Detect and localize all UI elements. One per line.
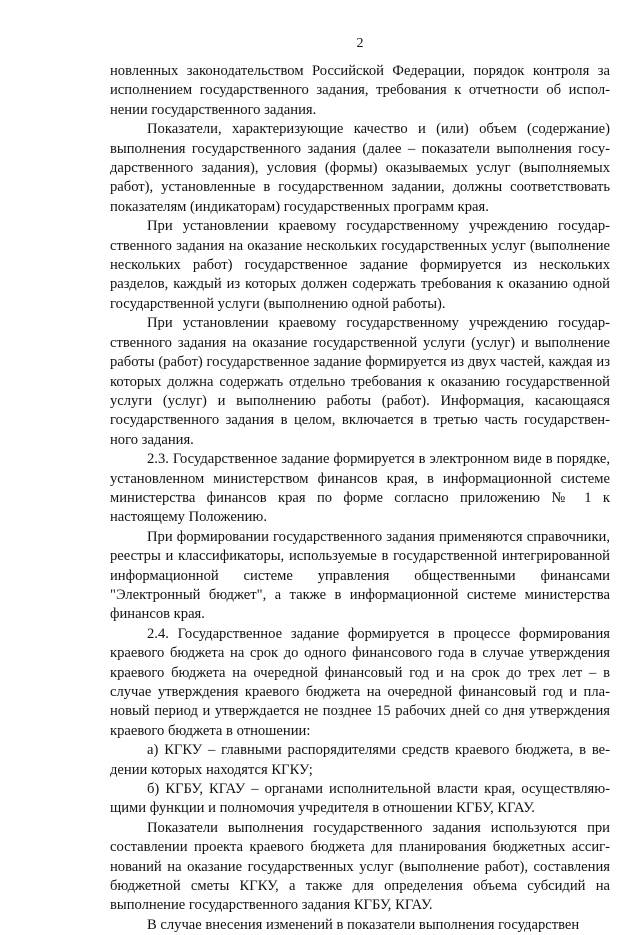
paragraph-continuation: новленных законодательством Российской Федерации, порядок контроля за исполнением государственного задания, требования к отчетности об исполнении государственного задания. [110, 63, 610, 118]
list-item-b: б) КГБУ, КГАУ – органами исполнительной власти края, осуществляющими функции и полномочия учредителя в отношении КГБУ, КГАУ. [110, 781, 610, 817]
paragraph: Показатели выполнения государственного задания используются при составлении проекта краевого бюджета для планирования бюджетных ассигнований на оказание государственных услуг (выполнение работ), составления бюджетной сметы КГКУ, а также для определения объема субсидий на выполнение государственного задания КГБУ, КГАУ. [110, 819, 610, 914]
paragraph: При установлении краевому государственному учреждению государственного задания на оказание государственной услуги (услуг) и выполнение работы (работ) государственное задание формируется из двух частей, каждая из которых должна содержать отдельно требования к оказанию государственной услуги (услуг) и выполнению работы (работ). Информация, касающаяся государственного задания в целом, включается в третью часть государственного задания. [110, 315, 610, 448]
paragraph: Показатели, характеризующие качество и (или) объем (содержание) выполнения государственного задания (далее – показатели выполнения государственного задания), условия (формы) оказываемых услуг (выполняемых работ), установленные в государственном задании, должны соответствовать показателям (индикаторам) государственных программ края. [110, 121, 610, 215]
paragraph-clause-2-3: 2.3. Государственное задание формируется в электронном виде в порядке, установленном министерством финансов края, в информационной системе министерства финансов края по форме согласно приложению № 1 к настоящему Положению. [110, 451, 610, 526]
document-body [110, 62, 610, 935]
paragraph: При формировании государственного задания применяются справочники, реестры и классификаторы, используемые в государственной интегрированной информационной системе управления общественными финансами "Электронный бюджет", а также в информационной системе министерства финансов края. [110, 528, 610, 623]
paragraph: При установлении краевому государственному учреждению государственного задания на оказание нескольких государственных услуг (выполнение нескольких работ) государственное задание формируется из нескольких разделов, каждый из которых должен содержать требования к оказанию одной государственной услуги (выполнению одной работы). [110, 218, 610, 312]
paragraph-clause-2-4: 2.4. Государственное задание формируется в процессе формирования краевого бюджета на срок до одного финансового года в случае утверждения краевого бюджета на очередной финансовый год и на срок до трех лет – в случае утверждения краевого бюджета на очередной финансовый год и плановый период и утверждается не позднее 15 рабочих дней со дня утверждения краевого бюджета в отношении: [110, 625, 610, 739]
page-number: 2 [356, 36, 364, 51]
paragraph-last: В случае внесения изменений в показатели выполнения государствен [147, 916, 580, 933]
list-item-a: а) КГКУ – главными распорядителями средств краевого бюджета, в ведении которых находятся КГКУ; [110, 742, 610, 778]
